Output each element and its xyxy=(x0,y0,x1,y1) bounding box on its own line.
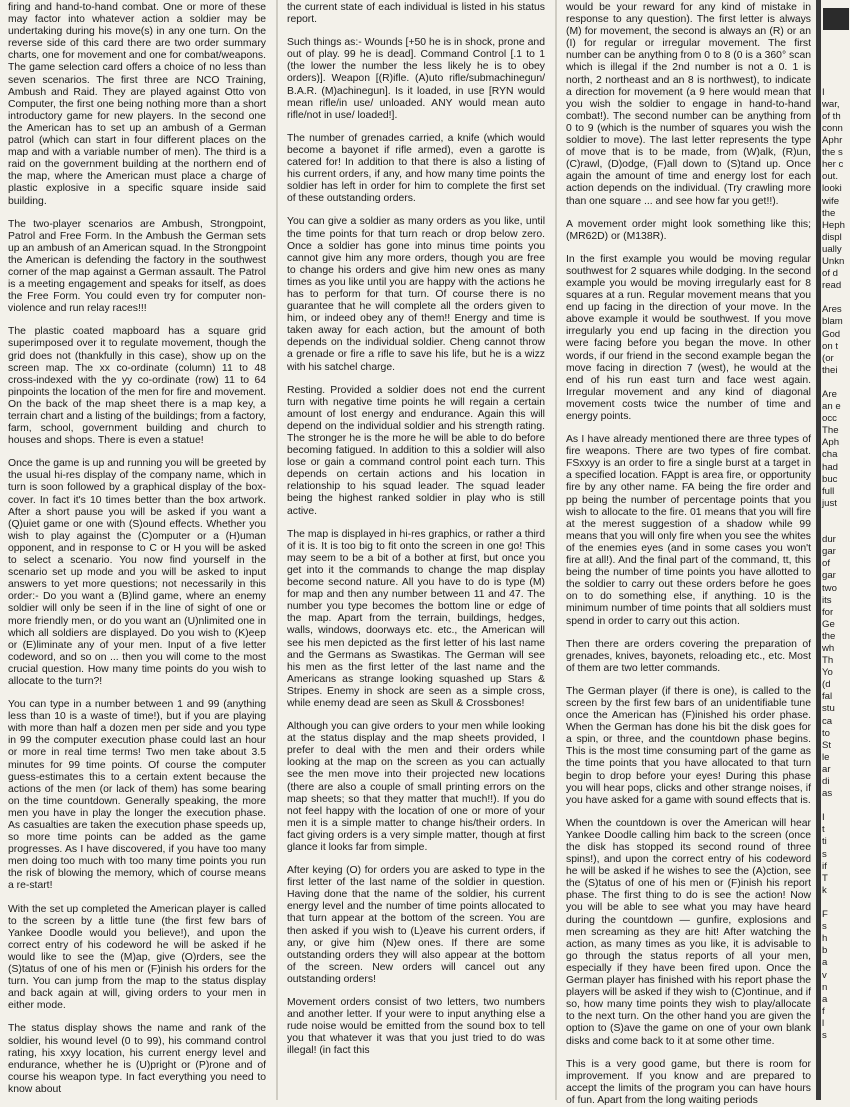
paragraph: the current state of each individual is listed in his status report. xyxy=(287,2,545,26)
line-fragment: The xyxy=(822,425,839,437)
paragraph: The map is displayed in hi-res graphics, or rather a third of it is. It is too big to fit onto the screen in one go! This may seem to be a bit of a bother at first, but once you get into it the commands to change the map display become second nature. All you have to do is type (M) for map and then any number between 11 and 47. The number you type becomes the bottom line or edge of the map. Apart from the terrain, buildings, hedges, walls, windows, doorways etc. etc., the American will see his men depicted as the first letter of his last name and the Germans as Swastikas. The German will see his men as the first letter of the last name and the Americans as strange looking squashed up Stars & Stripes. Enemy in shock are seen as a simple cross, while enemy dead are seen as Skull & Crossbones! xyxy=(287,528,545,709)
line-fragment: occ xyxy=(822,413,837,425)
line-fragment: Are xyxy=(822,389,837,400)
line-fragment: as xyxy=(822,788,833,800)
line-fragment: two xyxy=(822,582,837,594)
text-column-2 xyxy=(287,2,545,1098)
line-fragment: I xyxy=(822,812,825,824)
line-fragment: ca xyxy=(822,715,833,727)
line-fragment: Ares xyxy=(822,304,842,316)
line-fragment: dur xyxy=(822,534,836,546)
text-column-4-cropped xyxy=(822,2,850,1098)
paragraph: Resting. Provided a soldier does not end the current turn with negative time points he will regain a certain amount of lost energy and endurance. Again this will depend on the individual soldier and his strength rating. The stronger he is the more he will be able to do before becoming fatigued. In addition to this a soldier will also lose or gain a command control point each turn. This depends on certain actions and his location in relationship to his squad leader. The squad leader being the highest ranked soldier in play who is still active. xyxy=(287,384,545,517)
paragraph: The status display shows the name and rank of the soldier, his wound level (0 to 99), his command control rating, his xxyy location, his current energy level and endurance, whether he is (U)pright or (P)rone and of course his weapon type. In fact everything you need to know about xyxy=(8,1023,266,1095)
line-fragment: ti xyxy=(822,836,827,848)
line-fragment: le xyxy=(822,751,830,763)
column-divider xyxy=(276,0,278,1100)
line-gap xyxy=(822,800,850,812)
line-fragment: of th xyxy=(822,110,841,122)
paragraph: firing and hand-to-hand combat. One or more of these may factor into whatever action a soldier may be undertaking during his move(s) in any one turn. On the reverse side of this card there are two order summary charts, one for movement and one for combat/weapons. The game selection card offers a choice of no less than seven scenarios. The first three are NCO Training, Ambush and Raid. They are played against Otto von Computer, the first one being nothing more than a short introductory game for new players. In the second one the American has to set up an ambush of a German patrol (which can start in four different places on the map and with a variable number of men). The third is a raid on the government building at the northern end of the map, where the American must place a charge of plastic explosive in a specific square inside said building. xyxy=(8,2,266,207)
paragraph: You can type in a number between 1 and 99 (anything less than 10 is a waste of time!), but if you are playing with more than half a dozen men per side and you type in 99 the computer execution phase could last an hour or more in real time terms! Two men take about 3.5 minutes for 99 time points. Of course the computer guess-estimates this to a certain extent because the actions of the men (or lack of them) has some bearing on the time countdown. Generally speaking, the more men you have in play the longer the execution phase. As casualties are taken the execution phase speeds up, so more time points can be added as the game progresses. As I have discovered, if you have too many men doing too much with too many time points you run the risk of blowing the memory, which of course means a re-start! xyxy=(8,699,266,892)
line-fragment: b xyxy=(822,945,828,957)
paragraph: You can give a soldier as many orders as you like, until the time points for that turn reach or drop below zero. Once a soldier has gone into minus time points you cannot give him any more orders, though you are free to change his orders and give him new ones as many times as you like until you are happy with the actions he has to perform for that turn. Of course there is no guarantee that he will complete all the orders given to him, or indeed obey any of them!! Energy and time is taken away for each action, but the amount of both depends on the individual soldier. Cheng cannot throw a grenade or fire a rifle to save his life, but he is a wizz with his satchel charge. xyxy=(287,216,545,373)
line-fragment: war, xyxy=(822,98,840,110)
line-fragment: F xyxy=(822,909,828,921)
line-fragment: ually xyxy=(822,243,842,255)
line-fragment: just xyxy=(822,497,837,509)
line-fragment: full xyxy=(822,485,835,497)
line-fragment: a xyxy=(822,957,828,969)
page-gutter xyxy=(816,0,821,1100)
line-gap xyxy=(822,377,850,389)
line-fragment: T xyxy=(822,872,828,884)
line-fragment: an e xyxy=(822,401,841,413)
line-fragment: of d xyxy=(822,268,839,280)
line-fragment: out. xyxy=(822,171,839,183)
line-fragment: displ xyxy=(822,231,842,243)
line-fragment: for xyxy=(822,606,834,618)
line-fragment: ar xyxy=(822,763,831,775)
line-fragment: Ge xyxy=(822,618,835,630)
line-fragment: if xyxy=(822,860,827,872)
line-fragment: t xyxy=(822,824,825,836)
line-fragment: n xyxy=(822,981,828,993)
line-fragment: the xyxy=(822,207,836,219)
paragraph: In the first example you would be moving regular southwest for 2 squares while dodging. In the second example you would be moving irregularly east for 8 squares at a run. Regular movement means that you end up facing in the direction of your move. In the above example it would be southwest. If you move irregularly you end up facing in the direction you were facing before you began the move. In other words, if our friend in the second example began the move facing in direction 7 (west), he would at the end of his run east turn and face west again. Irregular movement and any kind of diagonal movement costs twice the number of time and energy points. xyxy=(566,253,811,422)
line-fragment: the s xyxy=(822,147,843,159)
line-fragment: blam xyxy=(822,316,843,328)
line-gap xyxy=(822,38,850,50)
line-gap xyxy=(822,26,850,38)
line-fragment: fal xyxy=(822,691,833,703)
line-fragment: s xyxy=(822,921,827,933)
line-fragment: on t xyxy=(822,340,839,352)
line-fragment: to xyxy=(822,727,831,739)
line-fragment: (d xyxy=(822,679,831,691)
line-fragment: wh xyxy=(822,642,835,654)
paragraph: would be your reward for any kind of mistake in response to any question). The first letter is always (M) for movement, the second is always an (R) or an (I) for regular or irregular movement. The first number can be anything from 0 to 8 (0 is a 360° scan which is illegal if the 2nd number is not a 0. 1 is north, 2 northeast and an 8 is northwest), to indicate a direction for movement (a 9 here would mean that you wish the soldier to engage in hand-to-hand combat!). The second number can be anything from 0 to 9 (which is the number of squares you wish the soldier to move). The last letter represents the type of move that is to be made, from (W)alk, (R)un, (C)rawl, (D)odge, (F)all down to (S)tand up. Once again the amount of time and energy lost for each action depends on the individual. (Try crawling more than one square ... and see how far you get!!). xyxy=(566,2,811,207)
line-fragment: looki xyxy=(822,183,842,195)
line-fragment: v xyxy=(822,969,827,981)
paragraph: A movement order might look something like this; (MR62D) or (M138R). xyxy=(566,218,811,242)
line-fragment: k xyxy=(822,884,827,896)
paragraph: The number of grenades carried, a knife (which would become a bayonet if rifle armed), even a garotte is catered for! In addition to that there is also a listing of his current orders, if any, and how many time points the soldier has left in order for him to complete the first set of these outstanding orders. xyxy=(287,132,545,205)
text-column-1 xyxy=(8,2,266,1098)
line-fragment: Aph xyxy=(822,437,840,449)
line-gap xyxy=(822,62,850,74)
line-fragment: her c xyxy=(822,159,844,171)
line-gap xyxy=(822,897,850,909)
line-fragment: of xyxy=(822,558,831,570)
line-fragment: Th xyxy=(822,655,834,667)
paragraph: Once the game is up and running you will be greeted by the usual hi-res display of the company name, which in turn is soon followed by a graphical display of the box-cover. In fact it's 10 times better than the box artwork. After a short pause you will be asked if you want a (Q)uiet game or one with (S)ound effects. Whether you wish to play against the (C)omputer or a (H)uman opponent, and in response to C or H you will be asked to select a scenario. You now find yourself in the scenario set up mode and you will be asked to input answers to yet more questions; not necessarily in this order:- Do you want a (B)lind game, where an enemy soldier will only be seen if in the line of sight of one or more friendly men, or do you want an (U)nlimited one in which all soldiers are displayed. Do you wish to (K)eep or (E)liminate any of your men. Input of a five letter codeword, and so on ... then you will come to the most crucial question. How many time points do you wish to allocate to the turn?! xyxy=(8,458,266,687)
line-fragment: (or xyxy=(822,352,834,364)
line-gap xyxy=(822,2,850,14)
paragraph: After keying (O) for orders you are asked to type in the first letter of the last name of the soldier in question. Having done that the name of the soldier, his current energy level and the number of time points allocated to that turn appear at the bottom of the screen. You are then asked if you wish to (L)eave his current orders, if any, or give him (N)ew ones. If there are some outstanding orders they will also appear at the bottom of the screen. New orders will cancel out any outstanding orders! xyxy=(287,865,545,985)
text-column-3 xyxy=(566,2,811,1106)
line-fragment: di xyxy=(822,776,830,787)
line-fragment: cha xyxy=(822,449,838,461)
paragraph: When the countdown is over the American will hear Yankee Doodle calling him back to the screen (once the disk has stopped its second round of three spins!), and upon the correct entry of his codeword he will be asked if he wishes to see the (A)ction, see the (S)tatus of one of his men or (F)inish his report phase. The first thing to do is see the action! Now you will be able to see what you may have heard during the countdown — gunfire, explosions and men screaming as they are hit! After watching the action, as many times as you like, it is advisable to go through the status reports of all your men, especially if they have been fired upon. Once the German player has finished with his report phase the players will be asked if they wish to (C)ontinue, and if so, how many time points they wish to play/allocate to the next turn. On the other hand you are given the option to (S)ave the game on one of your own blank disks and come back to it at some other time. xyxy=(566,817,811,1047)
line-fragment: l xyxy=(822,1017,825,1029)
line-fragment: its xyxy=(822,594,832,606)
line-fragment: h xyxy=(822,933,828,945)
line-fragment: gar xyxy=(822,570,836,582)
line-fragment: buc xyxy=(822,473,838,485)
line-gap xyxy=(822,292,850,304)
line-gap xyxy=(822,522,850,534)
line-fragment: Heph xyxy=(822,219,845,231)
line-gap xyxy=(822,510,850,522)
line-fragment: s xyxy=(822,1029,827,1041)
line-fragment: thei xyxy=(822,364,838,376)
line-fragment: Aphr xyxy=(822,135,843,147)
line-gap xyxy=(822,14,850,26)
line-fragment: Unkn xyxy=(822,255,845,267)
paragraph: Although you can give orders to your men while looking at the status display and the map sheets provided, I prefer to deal with the men and their orders while looking at the map on the screen as you can actually see the men move into their projected new locations (there are also a couple of small printing errors on the map sheets; so that they matter that much!!). If you do not feel happy with the location of one or more of your men it is a simple matter to change his/their orders. In fact giving orders is a very simple matter, though at first glance it looks far from simple. xyxy=(287,721,545,853)
line-fragment: gar xyxy=(822,546,836,558)
paragraph: As I have already mentioned there are three types of fire weapons. There are two types of fire combat. FSxxyy is an order to fire a single burst at a target in a specified location. FAppt is area fire, or opportunity fire by any other name. FA being the fire order and pp being the number of percentage points that you wish to allocate to the fire. 01 means that you will fire at the merest suggestion of a shadow while 99 means that you will only fire when you see the whites of the enemies eyes (and in some cases you won't fire at all!). And the final part of the command, tt, this being the number of time points you have allotted to the soldier to carry out these orders before he goes on to do something else, if anything. 10 is the minimum number of time points that all soldiers must spend in order to carry out this action. xyxy=(566,434,811,627)
paragraph: Then there are orders covering the preparation of grenades, knives, bayonets, reloading etc., etc. Most of them are two letter commands. xyxy=(566,638,811,674)
column-divider xyxy=(555,0,557,1100)
paragraph: The two-player scenarios are Ambush, Strongpoint, Patrol and Free Form. In the Ambush the German sets up an ambush of an American squad. In the Strongpoint the American is defending the factory in the southwest corner of the map against a German assault. The Patrol is a meeting engagement and speaks for itself, as does the Free Form. You could even try for computer non-violence and run relay races!!! xyxy=(8,218,266,315)
paragraph: This is a very good game, but there is room for improvement. If you know and are prepared to accept the limits of the program you can have hours of fun. Apart from the long waiting periods xyxy=(566,1058,811,1106)
paragraph: Such things as:- Wounds [+50 he is in shock, prone and out of play. 99 he is dead]. Command Control [.1 to 1 (the lower the number the less likely he is to obey orders)]. Weapon [(R)ifle. (A)uto rifle/submachinegun/ B.A.R. (M)achinegun]. Is it loaded, in use [RYN would mean rifle/in use/ unloaded. ANY would mean auto rifle/not in use/ loaded!]. xyxy=(287,37,545,121)
line-fragment: God xyxy=(822,328,841,340)
line-gap xyxy=(822,75,850,87)
line-gap xyxy=(822,50,850,62)
line-fragment: St xyxy=(822,739,832,751)
line-fragment: I xyxy=(822,86,825,98)
paragraph: The plastic coated mapboard has a square grid superimposed over it to regulate movement, though the grid does not (thankfully in this case), show up on the screen map. The xx co-ordinate (column) 11 to 48 cross-indexed with the yy co-ordinate (row) 11 to 64 pinpoints the location of the men for fire and movement. On the back of the map sheet there is a map key, a terrain chart and a listing of the buildings; from a factory, farm, school, government building and church to houses and shops. There is even a statue! xyxy=(8,326,266,447)
line-fragment: s xyxy=(822,848,827,860)
line-fragment: had xyxy=(822,461,839,473)
line-fragment: wife xyxy=(822,195,840,207)
line-fragment: Yo xyxy=(822,667,833,679)
line-fragment: read xyxy=(822,280,842,292)
line-fragment: a xyxy=(822,993,828,1005)
line-fragment: stu xyxy=(822,703,835,715)
line-fragment: conn xyxy=(822,122,843,134)
paragraph: With the set up completed the American player is called to the screen by a little tune (the first few bars of Yankee Doodle would you believe!), and upon the correct entry of his codeword he will be asked if he would like to see the (M)ap, give (O)rders, see the (S)tatus of one of his men or (F)inish his orders for the turn. You can jump from the map to the status display and back again at will, giving orders to your men in either mode. xyxy=(8,903,266,1012)
paragraph: The German player (if there is one), is called to the screen by the first few bars of an unidentifiable tune once the American has (F)inished his order phase. When the German has done his bit the disk goes for a spin, or three, and the countdown phase begins. This is the most time consuming part of the game as the time points that you have allocated to that turn begin to drop before your eyes! During this phase you will hear pops, clicks and other strange noises, if you have asked for a game with sound effects that is. xyxy=(566,685,811,806)
paragraph: Movement orders consist of two letters, two numbers and another letter. If your were to input anything else a rude noise would be emitted from the sound box to tell you that whatever it was that you just tried to do was illegal! (in fact this xyxy=(287,997,545,1057)
line-fragment: f xyxy=(822,1005,825,1017)
line-fragment: the xyxy=(822,630,836,642)
